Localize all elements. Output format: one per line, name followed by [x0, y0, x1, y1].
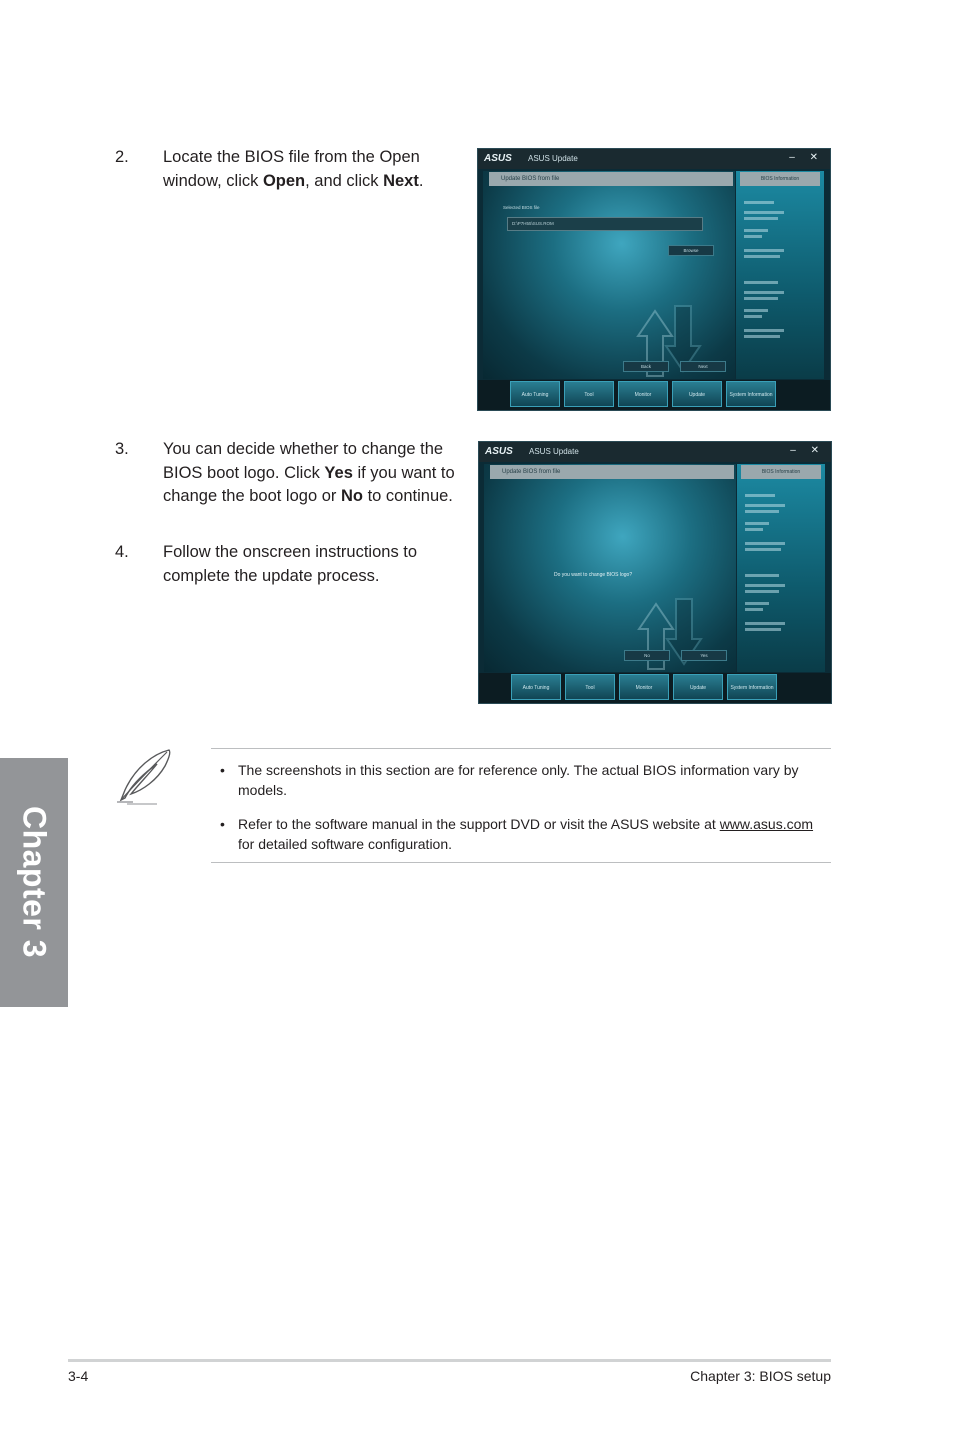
chapter-side-tab — [0, 758, 68, 1007]
tab-auto-tuning[interactable]: Auto Tuning — [511, 674, 561, 700]
asus-website-link[interactable]: www.asus.com — [719, 816, 814, 832]
window-controls[interactable]: – ✕ — [790, 445, 825, 456]
step-text: You can decide whether to change the BIOS boot logo. Click Yes if you want to change the boot logo or No to continue. — [163, 440, 455, 505]
tab-update[interactable]: Update — [673, 674, 723, 700]
change-logo-question: Do you want to change BIOS logo? — [554, 572, 633, 578]
bios-information-panel — [737, 464, 825, 672]
note-top-rule — [211, 748, 831, 749]
window-title: ASUS Update — [529, 447, 579, 456]
note-text: The screenshots in this section are for reference only. The actual BIOS information vary by models. — [238, 762, 799, 798]
step-number: 4. — [115, 543, 129, 561]
bios-information-panel — [736, 171, 824, 379]
footer-section-title: Chapter 3: BIOS setup — [690, 1368, 831, 1384]
window-titlebar — [479, 442, 831, 462]
tab-update[interactable]: Update — [672, 381, 722, 407]
yes-button[interactable]: Yes — [681, 650, 727, 661]
panel-title: Update BIOS from file — [490, 465, 734, 479]
asus-logo: ASUS — [484, 153, 512, 164]
step-text: Follow the onscreen instructions to complete the update process. — [163, 543, 418, 585]
tab-tool[interactable]: Tool — [564, 381, 614, 407]
asus-update-screenshot-change-logo — [478, 441, 832, 704]
note-text: Refer to the software manual in the support DVD or visit the ASUS website at www.asus.com for detailed software configuration. — [238, 816, 814, 852]
note-bottom-rule — [211, 862, 831, 863]
window-controls[interactable]: – ✕ — [789, 152, 824, 163]
next-button[interactable]: Next — [680, 361, 726, 372]
no-button[interactable]: No — [624, 650, 670, 661]
step-number: 2. — [115, 148, 129, 166]
tab-auto-tuning[interactable]: Auto Tuning — [510, 381, 560, 407]
chapter-tab-label: Chapter 3 — [16, 805, 53, 959]
tab-system-information[interactable]: System Information — [726, 381, 776, 407]
tab-monitor[interactable]: Monitor — [618, 381, 668, 407]
tab-system-information[interactable]: System Information — [727, 674, 777, 700]
side-title: BIOS Information — [740, 172, 820, 186]
note-feather-icon — [113, 746, 175, 806]
window-title: ASUS Update — [528, 154, 578, 163]
page-number: 3-4 — [68, 1368, 89, 1384]
update-arrows-icon — [634, 594, 704, 674]
main-panel — [483, 171, 735, 379]
tab-tool[interactable]: Tool — [565, 674, 615, 700]
back-button[interactable]: Back — [623, 361, 669, 372]
step-number: 3. — [115, 440, 129, 458]
footer-rule — [68, 1359, 831, 1362]
asus-update-screenshot-select-file — [477, 148, 831, 411]
side-title: BIOS Information — [741, 465, 821, 479]
tab-monitor[interactable]: Monitor — [619, 674, 669, 700]
panel-title: Update BIOS from file — [489, 172, 733, 186]
bottom-tab-bar — [479, 673, 831, 703]
selected-file-label: Selected BIOS file — [503, 205, 540, 210]
browse-button[interactable]: Browse — [668, 245, 714, 256]
bottom-tab-bar — [478, 380, 830, 410]
asus-logo: ASUS — [485, 446, 513, 457]
main-panel — [484, 464, 736, 672]
selected-file-field[interactable]: D:\P7H55\SUS.ROM — [507, 217, 703, 231]
step-text: Locate the BIOS file from the Open window, click Open, and click Next. — [163, 148, 424, 190]
window-titlebar — [478, 149, 830, 169]
